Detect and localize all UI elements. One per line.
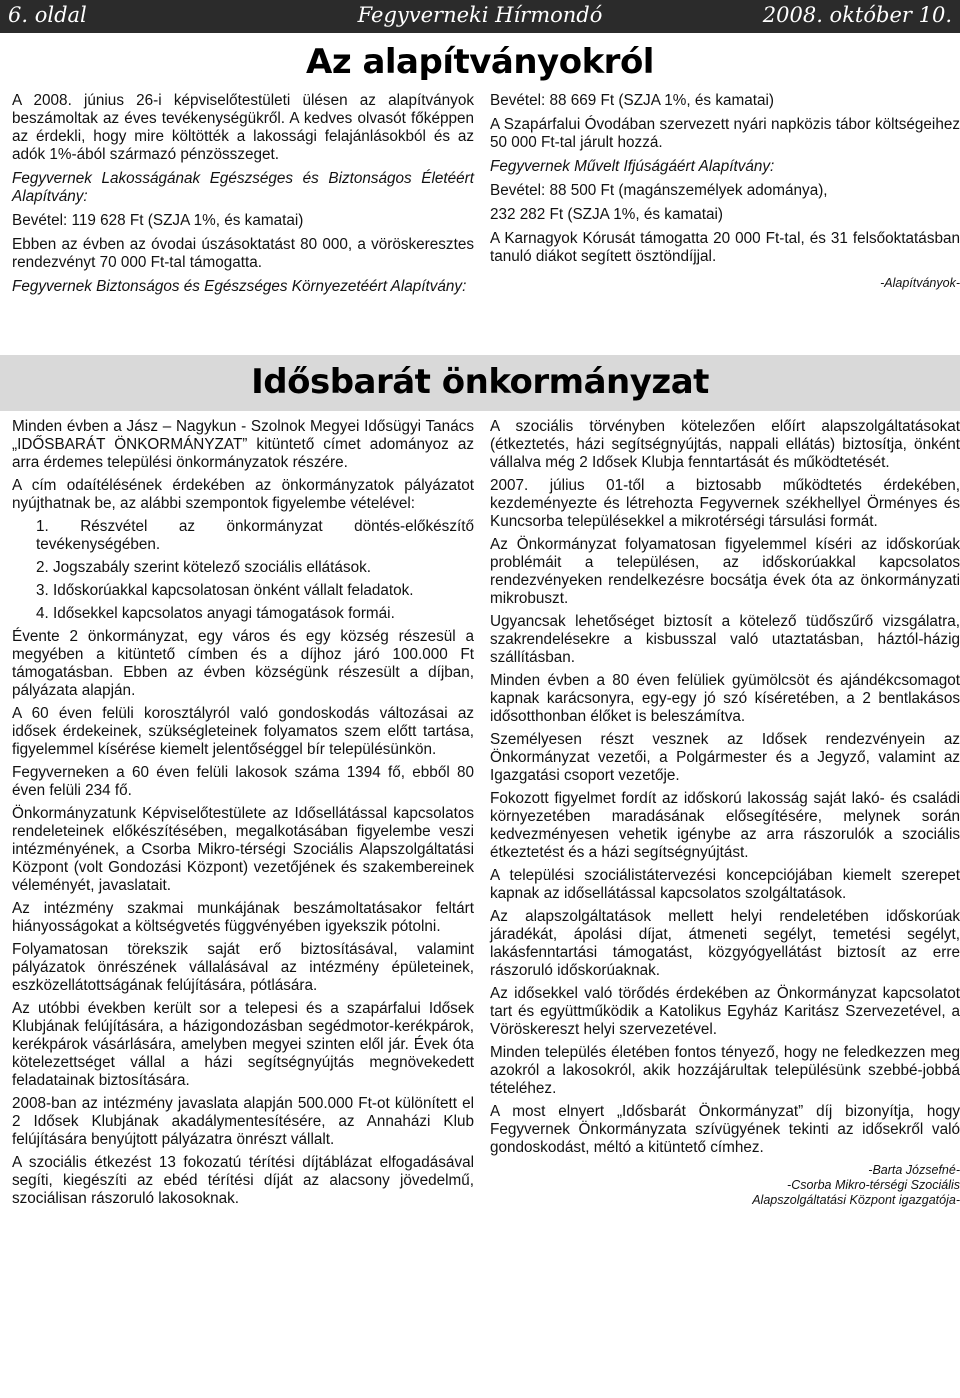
article2-right-column <box>490 418 960 1208</box>
paragraph: Minden évben a Jász – Nagykun - Szolnok Megyei Idősügyi Tanács „IDŐSBARÁT ÖNKORMÁNYZAT” kitüntető címet adományoz az arra érdemes települési önkormányzatok részére. <box>12 418 474 471</box>
issue-date: 2008. október 10. <box>762 3 952 27</box>
paragraph: A települési szociálistátervezési koncepciójában kiemelt szerepet kapnak az idősellátással kapcsolatos szolgáltatások. <box>490 867 960 902</box>
paragraph: A szociális törvényben kötelezően előírt alapszolgáltatásokat (étkeztetés, házi segítségnyújtás, nappali ellátás) biztosítja, önként vállalva még 2 Idősek Klubja fenntartását és működtetését. <box>490 418 960 471</box>
paragraph: Fegyverneken a 60 éven felüli lakosok száma 1394 fő, ebből 80 éven felüli 234 fő. <box>12 764 474 799</box>
paragraph: A 2008. június 26-i képviselőtestületi ülésen az alapítványok beszámoltak az éves tevékenységükről. A kedves olvasót főképpen az érdekli, hogy mire költötték a lakossági felajánlásokból és az adók 1%-ából származó pénzösszeget. <box>12 92 474 163</box>
article2-signature-line: Alapszolgáltatási Központ igazgatója- <box>752 1193 960 1207</box>
article2-left-column <box>12 418 474 1213</box>
page-number: 6. oldal <box>8 3 87 27</box>
paragraph: Az utóbbi években került sor a telepesi és a szapárfalui Idősek Klubjának felújítására, a házigondozásban segédmotor-kerékpárok, kerékpárok vásárlására, amelyben megyei szinten elől jár. Évek óta kötelezettséget vállal a házi segítségnyújtás megnövekedett feladatainak biztosítására. <box>12 1000 474 1089</box>
paragraph: 4. Idősekkel kapcsolatos anyagi támogatások formái. <box>36 605 395 622</box>
article1-left-column <box>12 92 474 302</box>
paragraph: Az alapszolgáltatások mellett helyi rendeletében időskorúak járadékát, ápolási díjat, átmeneti segélyt, temetési segélyt, lakásfenntartási támogatást, közgyógyellátást biztosít az erre rászoruló időskorúaknak. <box>490 908 960 979</box>
paragraph: A Szapárfalui Óvodában szervezett nyári napközis tábor költségeihez 50 000 Ft-tal járult hozzá. <box>490 116 960 151</box>
paragraph: 232 282 Ft (SZJA 1%, és kamatai) <box>490 206 723 223</box>
paragraph: Bevétel: 88 669 Ft (SZJA 1%, és kamatai) <box>490 92 774 109</box>
paragraph: Bevétel: 119 628 Ft (SZJA 1%, és kamatai) <box>12 212 304 229</box>
paragraph: Az Önkormányzat folyamatosan figyelemmel kíséri az időskorúak problémáit a településen, az időskorúakkal kapcsolatos rendezvényeken rendelkezésre bocsátja évek óta az önkormányzati mikrobuszt. <box>490 536 960 607</box>
paragraph: 2008-ban az intézmény javaslata alapján 500.000 Ft-ot különített el 2 Idősek Klubjának akadálymentesítésére, az Annaházi Klub felújítására benyújtott pályázatra önrészt vállalt. <box>12 1095 474 1148</box>
page-header <box>0 0 960 33</box>
paragraph: Folyamatosan törekszik saját erő biztosításával, valamint pályázatok önrészének vállalásával az intézmény épületeinek, eszközellátottságának felújítására, pótlására. <box>12 941 474 994</box>
paragraph: Önkormányzatunk Képviselőtestülete az Idősellátással kapcsolatos rendeleteinek előkészítésében, megalkotásában figyelembe veszi intézményének, a Csorba Mikro-térségi Szociális Alapszolgáltatási Központ (volt Gondozási Központ) vezetőjének és szakembereinek véleményét, javaslatait. <box>12 805 474 894</box>
article1-signature: -Alapítványok- <box>880 276 960 290</box>
paragraph: A szociális étkezést 13 fokozatú térítési díjtáblázat elfogadásával segíti, kiegészíti az ebéd térítési díját az alacsony jövedelmű, szociálisan rászoruló lakosoknak. <box>12 1154 474 1207</box>
paragraph: Minden évben a 80 éven felüliek gyümölcsöt és ajándékcsomagot kapnak karácsonyra, egy-egy jó szó kíséretében, a 2 bentlakásos idősotthonban élőket is beleszámítva. <box>490 672 960 725</box>
paragraph: A 60 éven felüli korosztályról való gondoskodás változásai az idősek érdekeinek, szükségleteinek folyamatos szem előtt tartása, figyelemmel kísérése kiemelt jelentőséggel bír településünkön. <box>12 705 474 758</box>
article1-title: Az alapítványokról <box>306 42 654 82</box>
paragraph: Az idősekkel való törődés érdekében az Önkormányzat kapcsolatot tart és együttműködik a Katolikus Egyház Karitász Szervezetével, a Vöröskereszt helyi szervezetével. <box>490 985 960 1038</box>
paragraph: 2007. július 01-től a biztosabb működtetés érdekében, kezdeményezte és létrehozta Fegyvernek székhellyel Örményes és Kuncsorba településekkel a mikrotérségi társulási formát. <box>490 477 960 530</box>
paragraph: Évente 2 önkormányzat, egy város és egy község részesül a megyében a kitüntető címben és a díjhoz járó 100.000 Ft támogatásban. Ebben az évben községünk részesült a díjban, pályázata alapján. <box>12 628 474 699</box>
article2-signature-line: -Csorba Mikro-térségi Szociális <box>787 1178 960 1192</box>
paragraph: 2. Jogszabály szerint kötelező szociális ellátások. <box>36 559 371 576</box>
paragraph: Fegyvernek Művelt Ifjúságáért Alapítvány: <box>490 158 775 175</box>
article2-signature-line: -Barta Józsefné- <box>868 1163 960 1177</box>
paragraph: Ebben az évben az óvodai úszásoktatást 80 000, a vöröskeresztes rendezvényt 70 000 Ft-tal támogatta. <box>12 236 474 271</box>
paragraph: 3. Időskorúakkal kapcsolatosan önként vállalt feladatok. <box>36 582 414 599</box>
article1-right-column <box>490 92 960 291</box>
paragraph: Az intézmény szakmai munkájának beszámoltatásakor feltárt hiányosságokat a költségvetés függvényében igyekszik pótolni. <box>12 900 474 935</box>
paragraph: Személyesen részt vesznek az Idősek rendezvényein az Önkormányzat vezetői, a Polgármester és a Jegyző, valamint az Igazgatási csoport vezetője. <box>490 731 960 784</box>
paragraph: 1. Részvétel az önkormányzat döntés-előkészítő tevékenységében. <box>36 518 474 553</box>
paragraph: Minden település életében fontos tényező, hogy ne feledkezzen meg azokról a lakosokról, akik hozzájárultak településünk szebbé-jobbá tételéhez. <box>490 1044 960 1097</box>
paragraph: Ugyancsak lehetőséget biztosít a kötelező tüdőszűrő vizsgálatra, szakrendelésekre a kisbusszal való utaztatásban, háztól-házig szállításban. <box>490 613 960 666</box>
paragraph: A cím odaítélésének érdekében az önkormányzatok pályázatot nyújthatnak be, az alábbi szempontok figyelembe vételével: <box>12 477 474 512</box>
publication-name: Fegyverneki Hírmondó <box>357 3 603 27</box>
article2-title: Idősbarát önkormányzat <box>251 362 709 402</box>
paragraph: A Karnagyok Kórusát támogatta 20 000 Ft-tal, és 31 felsőoktatásban tanuló diákot segített ösztöndíjjal. <box>490 230 960 265</box>
paragraph: Bevétel: 88 500 Ft (magánszemélyek adománya), <box>490 182 828 199</box>
paragraph: Fegyvernek Biztonságos és Egészséges Környezetéért Alapítvány: <box>12 278 467 295</box>
paragraph: Fegyvernek Lakosságának Egészséges és Biztonságos Életéért Alapítvány: <box>12 170 474 205</box>
paragraph: Fokozott figyelmet fordít az időskorú lakosság saját lakó- és családi környezetében maradásának elősegítésére, melynek során kedvezményesen vehetik igénybe az arra rászorulók a szociális étkeztetést és a házi segítségnyújtást. <box>490 790 960 861</box>
paragraph: A most elnyert „Idősbarát Önkormányzat” díj bizonyítja, hogy Fegyvernek Önkormányzata szívügyének tekinti az idősekről való gondoskodást, méltó a kitüntető címhez. <box>490 1103 960 1156</box>
